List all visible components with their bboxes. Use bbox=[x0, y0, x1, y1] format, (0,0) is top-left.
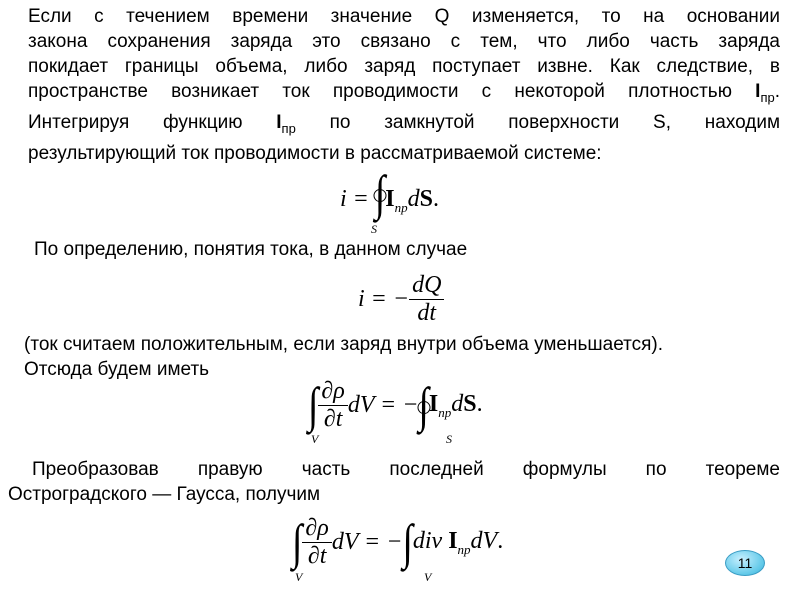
paragraph-2: По определению, понятия тока, в данном случае bbox=[34, 239, 468, 260]
fraction-drho-dt: $\frac{\partial\rho}{\partial t}$ bbox=[318, 378, 347, 433]
formula-3-lower-limit-right: S bbox=[446, 432, 452, 446]
formula-3: ∫ $\frac{\partial\rho}{\partial t}$ dV = −∫ $I_{пр}dS$. bbox=[308, 378, 483, 433]
paragraph-1-line-2: закона сохранения заряда это связано с тем, что либо часть заряда bbox=[28, 31, 780, 52]
paragraph-4-line-1: Преобразовав правую часть последней формулы по теореме bbox=[32, 459, 780, 480]
formula-4-lower-limit-left: V bbox=[295, 570, 303, 584]
paragraph-3-line-2: Отсюда будем иметь bbox=[24, 359, 210, 380]
paragraph-1-line-6: результирующий ток проводимости в рассматриваемой системе: bbox=[28, 142, 602, 164]
formula-2: i = − $\frac{dQ}{dt}$ bbox=[358, 272, 444, 327]
formula-1-lower-limit: S bbox=[371, 222, 377, 236]
fraction-drho-dt-2: $\frac{\partial\rho}{\partial t}$ bbox=[302, 515, 331, 570]
paragraph-3 bbox=[24, 332, 663, 382]
page-number-badge: 11 bbox=[725, 550, 765, 576]
paragraph-4 bbox=[8, 457, 780, 507]
volume-integral-sign-right: ∫ bbox=[402, 515, 413, 570]
current-density-symbol-2: $I_{пр}$ bbox=[276, 111, 296, 136]
formula-4: ∫ $\frac{\partial\rho}{\partial t}$ dV = −∫div $I_{пр}dV$. bbox=[292, 515, 504, 570]
volume-integral-sign: ∫ bbox=[308, 378, 319, 433]
formula-1: i = ∫ $I_{пр}dS$. bbox=[340, 166, 439, 222]
paragraph-1 bbox=[28, 4, 780, 166]
paragraph-1-line-1: Если с течением времени значение Q изменяется, то на основании bbox=[28, 6, 780, 27]
paragraph-1-line-4: пространстве возникает ток проводимости с некоторой плотностью $I_{пр}$. bbox=[28, 81, 780, 105]
paragraph-3-line-1: (ток считаем положительным, если заряд внутри объема уменьшается). bbox=[24, 334, 664, 355]
contour-integral-sign: ∫ bbox=[418, 378, 429, 433]
paragraph-4-line-2: Остроградского — Гаусса, получим bbox=[8, 484, 321, 505]
current-density-symbol: $I_{пр}$. bbox=[755, 81, 780, 105]
volume-integral-sign-left: ∫ bbox=[292, 515, 303, 570]
formula-3-lower-limit-left: V bbox=[311, 432, 319, 446]
paragraph-1-line-3: покидает границы объема, либо заряд поступает извне. Как следствие, в bbox=[28, 56, 780, 77]
formula-4-lower-limit-right: V bbox=[424, 570, 432, 584]
fraction-dq-dt: $\frac{dQ}{dt}$ bbox=[409, 272, 444, 327]
paragraph-1-line-5: Интегрируя функцию $I_{пр}$ по замкнутой поверхности S, находим bbox=[28, 111, 781, 136]
contour-integral-sign: ∫ bbox=[374, 166, 386, 222]
